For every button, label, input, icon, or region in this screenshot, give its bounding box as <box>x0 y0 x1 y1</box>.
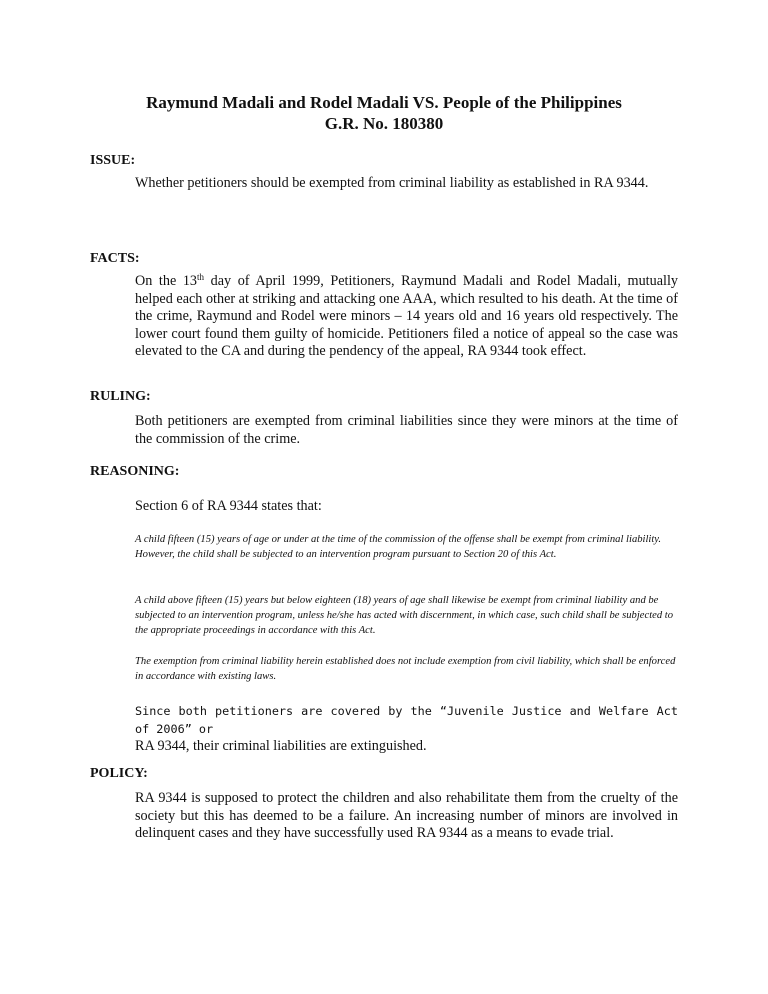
statute-quote-2: A child above fifteen (15) years but below eighteen (18) years of age shall likewise be exempt from criminal liability and be subjected to an intervention program, unless he/she has acted with discernment, in which case, such child shall be subjected to the appropriate proceedings in accordance with this Act. <box>135 595 674 636</box>
facts-text-start: On the 13 <box>135 273 198 289</box>
reasoning-conclusion <box>135 703 678 756</box>
ruling-text: Both petitioners are exempted from criminal liabilities since they were minors at the time of the commission of the crime. <box>135 413 678 447</box>
reasoning-intro: Section 6 of RA 9344 states that: <box>135 498 322 514</box>
policy-heading: POLICY: <box>90 766 148 781</box>
reasoning-conclusion-line1: Since both petitioners are covered by the “Juvenile Justice and Welfare Act of 2006” or <box>135 704 678 736</box>
facts-heading: FACTS: <box>90 251 140 266</box>
issue-text: Whether petitioners should be exempted from criminal liability as established in RA 9344. <box>135 175 649 191</box>
reasoning-heading: REASONING: <box>90 464 180 479</box>
statute-quote-3: The exemption from criminal liability herein established does not include exemption from civil liability, which shall be enforced in accordance with existing laws. <box>135 656 676 682</box>
issue-heading: ISSUE: <box>90 153 136 168</box>
facts-text-rest: day of April 1999, Petitioners, Raymund Madali and Rodel Madali, mutually helped each other at striking and attacking one AAA, which resulted to his death. At the time of the crime, Raymund and Rodel were minors – 14 years old and 16 years old respectively. The lower court found them guilty of homicide. Petitioners filed a notice of appeal so the case was elevated to the CA and during the pendency of the appeal, RA 9344 took effect. <box>135 273 678 360</box>
ruling-heading: RULING: <box>90 389 151 404</box>
document-title: Raymund Madali and Rodel Madali VS. People of the Philippines <box>146 93 622 112</box>
reasoning-conclusion-line2: RA 9344, their criminal liabilities are extinguished. <box>135 738 427 755</box>
statute-quote-1: A child fifteen (15) years of age or under at the time of the commission of the offense shall be exempt from criminal liability. However, the child shall be subjected to an intervention program pursuant to Section 20 of this Act. <box>135 534 662 560</box>
case-number: G.R. No. 180380 <box>324 114 444 133</box>
policy-text: RA 9344 is supposed to protect the children and also rehabilitate them from the cruelty of the society but this has deemed to be a failure. An increasing number of minors are involved in delinquent cases and they have successfully used RA 9344 as a means to evade trial. <box>135 790 678 842</box>
facts-superscript: th <box>197 272 205 282</box>
facts-text <box>135 273 678 361</box>
